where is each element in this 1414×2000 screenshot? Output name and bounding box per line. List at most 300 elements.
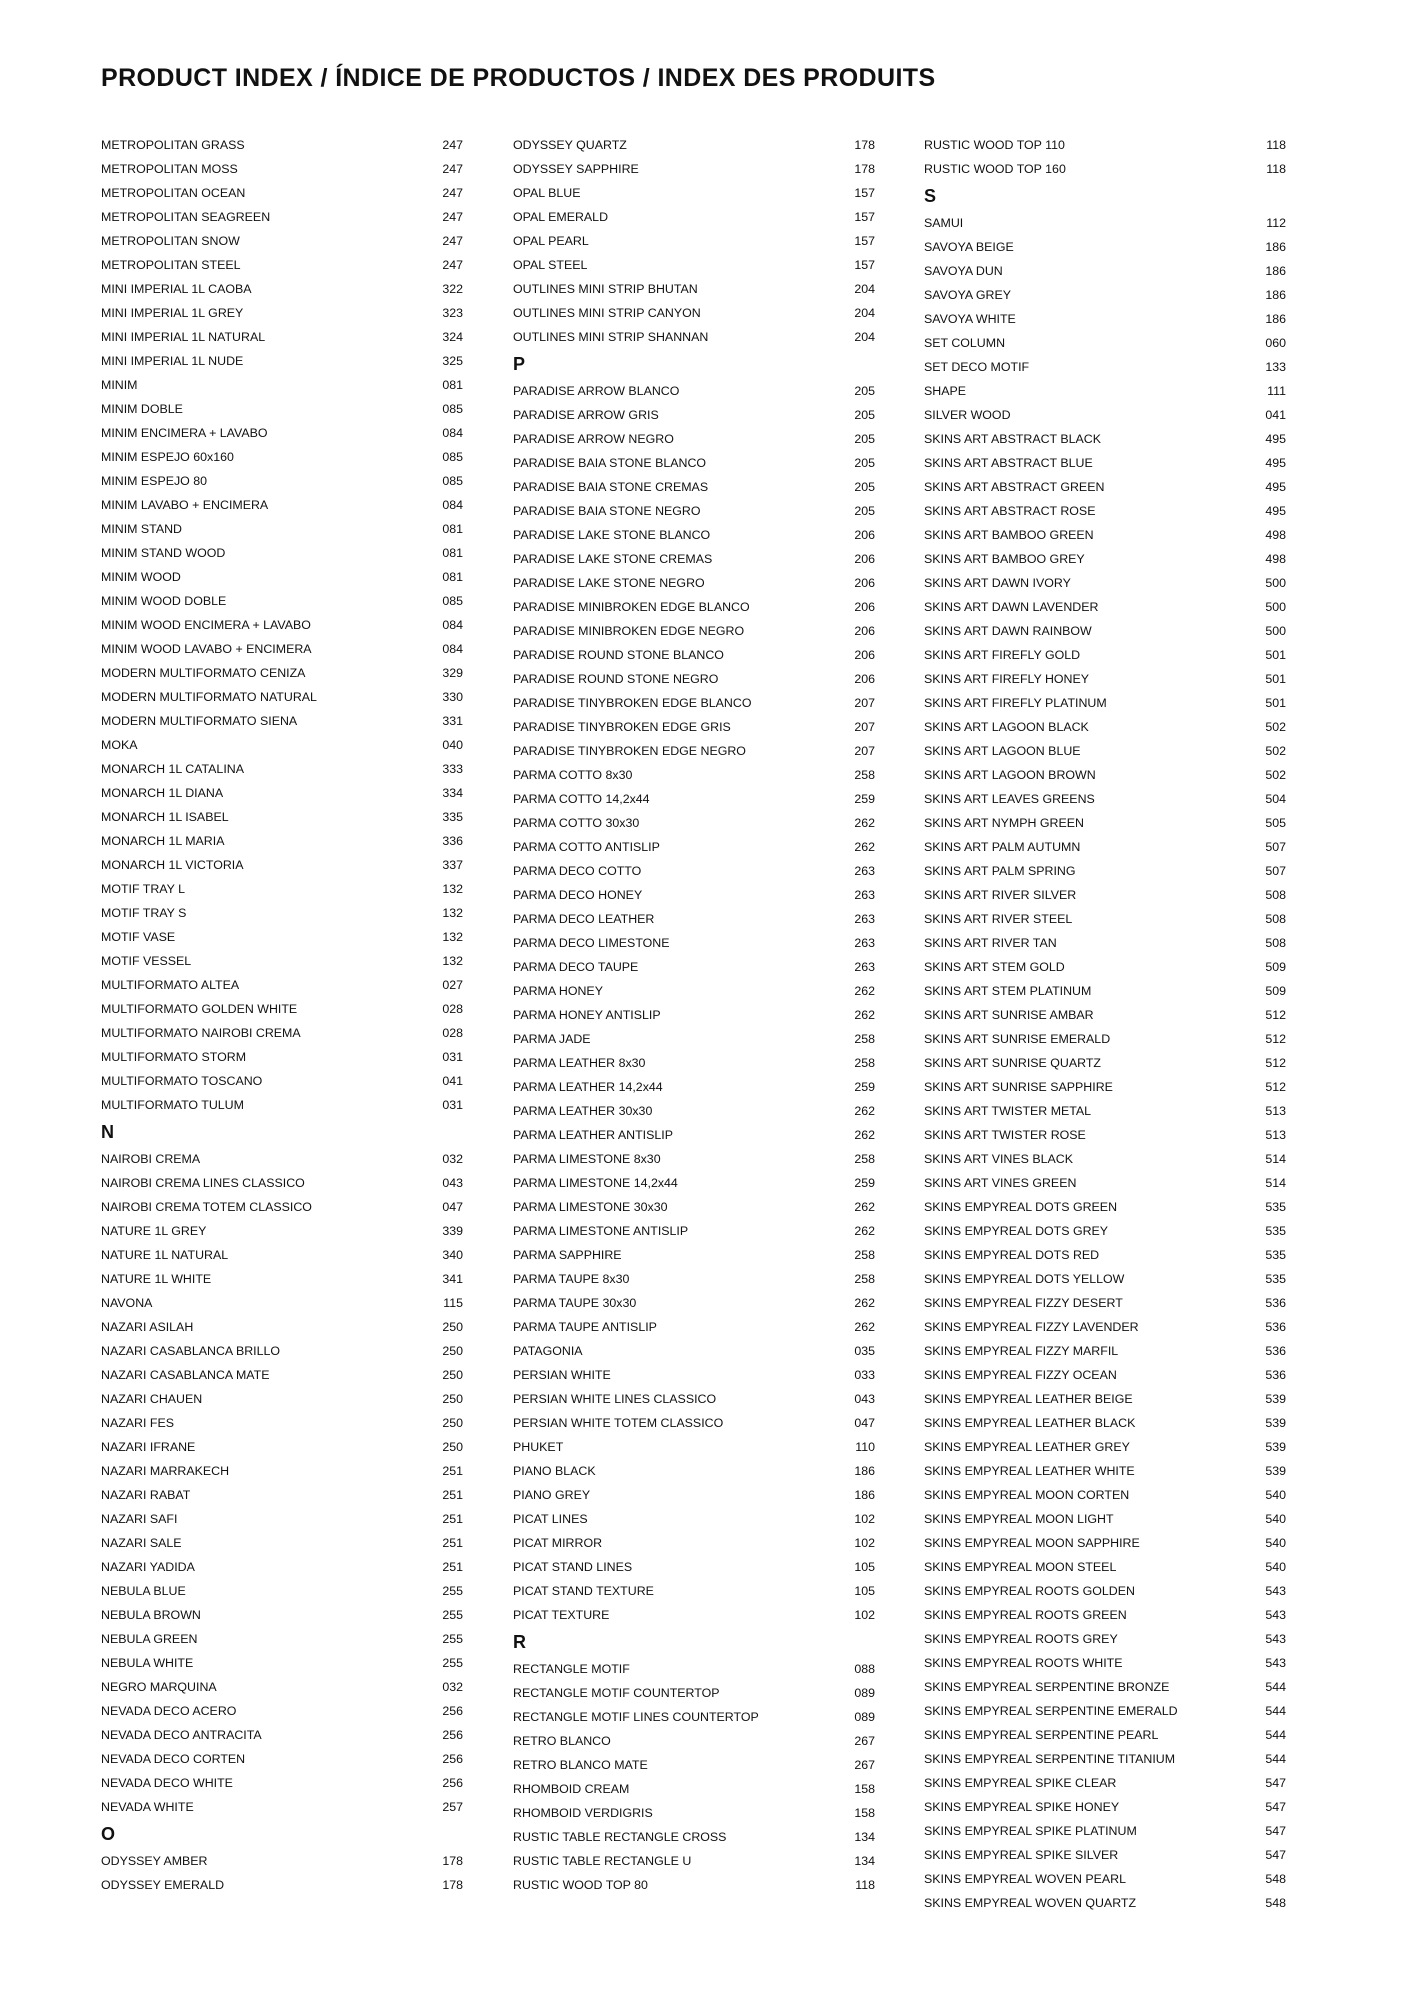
page-number: 027 xyxy=(442,978,463,992)
page-number: 262 xyxy=(854,984,875,998)
index-entry xyxy=(924,211,1286,235)
page-number: 536 xyxy=(1265,1368,1286,1382)
index-entry xyxy=(924,1579,1286,1603)
product-name: NATURE 1L WHITE xyxy=(101,1272,212,1286)
page-number: 341 xyxy=(442,1272,463,1286)
page-number: 340 xyxy=(442,1248,463,1262)
index-entry xyxy=(924,1363,1286,1387)
product-name: PARMA LIMESTONE 14,2x44 xyxy=(513,1176,678,1190)
product-name: RECTANGLE MOTIF LINES COUNTERTOP xyxy=(513,1710,759,1724)
index-entry xyxy=(101,1411,463,1435)
index-entry xyxy=(924,619,1286,643)
page-number: 535 xyxy=(1265,1248,1286,1262)
index-entry xyxy=(101,1747,463,1771)
index-entry xyxy=(513,1579,875,1603)
index-entry xyxy=(924,1435,1286,1459)
page-number: 339 xyxy=(442,1224,463,1238)
index-entry xyxy=(101,829,463,853)
product-name: PARMA LIMESTONE ANTISLIP xyxy=(513,1224,689,1238)
index-entry xyxy=(101,1021,463,1045)
index-entry xyxy=(513,1243,875,1267)
product-name: SKINS EMPYREAL ROOTS WHITE xyxy=(924,1656,1123,1670)
index-entry xyxy=(101,1675,463,1699)
product-name: PICAT STAND LINES xyxy=(513,1560,633,1574)
index-entry xyxy=(513,811,875,835)
page-number: 110 xyxy=(855,1440,875,1454)
index-entry xyxy=(924,1027,1286,1051)
page-number: 157 xyxy=(854,234,875,248)
index-entry xyxy=(101,1651,463,1675)
product-name: MINIM STAND xyxy=(101,522,182,536)
page-number: 500 xyxy=(1265,600,1286,614)
index-entry xyxy=(924,1867,1286,1891)
product-name: PARMA HONEY ANTISLIP xyxy=(513,1008,661,1022)
index-entry xyxy=(924,1627,1286,1651)
page-number: 205 xyxy=(854,456,875,470)
index-entry xyxy=(101,1771,463,1795)
index-entry xyxy=(513,277,875,301)
index-entry xyxy=(924,259,1286,283)
index-entry xyxy=(924,787,1286,811)
page-number: 504 xyxy=(1265,792,1286,806)
page-number: 495 xyxy=(1265,480,1286,494)
index-entry xyxy=(101,709,463,733)
page-number: 204 xyxy=(854,282,875,296)
page-number: 501 xyxy=(1265,696,1286,710)
page-number: 262 xyxy=(854,1200,875,1214)
page-number: 178 xyxy=(854,162,875,176)
product-name: SKINS ART TWISTER METAL xyxy=(924,1104,1092,1118)
index-entry xyxy=(101,1339,463,1363)
product-name: PARMA DECO HONEY xyxy=(513,888,643,902)
product-name: MODERN MULTIFORMATO CENIZA xyxy=(101,666,306,680)
page-number: 501 xyxy=(1265,672,1286,686)
page-number: 205 xyxy=(854,480,875,494)
product-name: MOTIF TRAY L xyxy=(101,882,185,896)
product-name: PARADISE TINYBROKEN EDGE BLANCO xyxy=(513,696,752,710)
product-name: PARMA LEATHER 30x30 xyxy=(513,1104,653,1118)
page-number: 263 xyxy=(854,888,875,902)
product-name: METROPOLITAN OCEAN xyxy=(101,186,246,200)
index-entry xyxy=(924,1531,1286,1555)
page-number: 267 xyxy=(854,1734,875,1748)
product-name: PARMA DECO TAUPE xyxy=(513,960,639,974)
page-number: 258 xyxy=(854,768,875,782)
page-number: 544 xyxy=(1265,1752,1286,1766)
page-number: 263 xyxy=(854,936,875,950)
page-number: 514 xyxy=(1265,1152,1286,1166)
index-entry xyxy=(101,1507,463,1531)
product-name: MINI IMPERIAL 1L NATURAL xyxy=(101,330,266,344)
index-entry xyxy=(924,1291,1286,1315)
page-number: 081 xyxy=(442,570,463,584)
page-number: 102 xyxy=(854,1512,875,1526)
page-number: 513 xyxy=(1265,1128,1286,1142)
page-number: 259 xyxy=(854,792,875,806)
index-entry xyxy=(513,763,875,787)
index-entry xyxy=(513,1099,875,1123)
index-entry xyxy=(101,253,463,277)
product-name: MULTIFORMATO STORM xyxy=(101,1050,247,1064)
product-name: SKINS EMPYREAL MOON SAPPHIRE xyxy=(924,1536,1140,1550)
page-number: 085 xyxy=(442,450,463,464)
page-number: 031 xyxy=(442,1098,463,1112)
product-name: NEVADA WHITE xyxy=(101,1800,194,1814)
product-name: MOTIF VESSEL xyxy=(101,954,192,968)
product-name: NAZARI SAFI xyxy=(101,1512,178,1526)
product-name: RUSTIC WOOD TOP 160 xyxy=(924,162,1066,176)
page-number: 132 xyxy=(442,954,463,968)
index-entry xyxy=(101,565,463,589)
index-entry xyxy=(513,1195,875,1219)
index-entry xyxy=(513,1387,875,1411)
product-name: OPAL EMERALD xyxy=(513,210,609,224)
page-number: 032 xyxy=(442,1152,463,1166)
index-entry xyxy=(513,1555,875,1579)
product-name: SET COLUMN xyxy=(924,336,1006,350)
page-number: 032 xyxy=(442,1680,463,1694)
product-name: NATURE 1L NATURAL xyxy=(101,1248,229,1262)
product-name: PARADISE TINYBROKEN EDGE NEGRO xyxy=(513,744,746,758)
page-number: 256 xyxy=(442,1728,463,1742)
product-name: PARADISE BAIA STONE BLANCO xyxy=(513,456,707,470)
index-entry xyxy=(924,133,1286,157)
product-name: MINIM STAND WOOD xyxy=(101,546,226,560)
page-number: 041 xyxy=(442,1074,463,1088)
page-number: 247 xyxy=(442,138,463,152)
product-name: SKINS ART TWISTER ROSE xyxy=(924,1128,1086,1142)
index-entry xyxy=(924,763,1286,787)
page-number: 204 xyxy=(854,306,875,320)
index-entry xyxy=(513,403,875,427)
page-number: 205 xyxy=(854,504,875,518)
index-entry xyxy=(101,1603,463,1627)
page-number: 262 xyxy=(854,1320,875,1334)
page-number: 084 xyxy=(442,426,463,440)
index-entry xyxy=(513,1363,875,1387)
index-entry xyxy=(101,925,463,949)
index-entry xyxy=(924,1675,1286,1699)
product-name: SKINS ART DAWN LAVENDER xyxy=(924,600,1099,614)
index-entry xyxy=(513,1339,875,1363)
product-name: SKINS EMPYREAL FIZZY DESERT xyxy=(924,1296,1123,1310)
index-entry xyxy=(101,325,463,349)
index-entry xyxy=(101,1147,463,1171)
product-name: ODYSSEY AMBER xyxy=(101,1854,208,1868)
index-entry xyxy=(513,1729,875,1753)
product-name: SKINS ART FIREFLY HONEY xyxy=(924,672,1090,686)
product-name: RUSTIC WOOD TOP 80 xyxy=(513,1878,648,1892)
index-entry xyxy=(101,421,463,445)
page-number: 084 xyxy=(442,618,463,632)
product-name: ODYSSEY QUARTZ xyxy=(513,138,627,152)
index-entry xyxy=(101,1459,463,1483)
index-entry xyxy=(513,229,875,253)
product-name: MOTIF TRAY S xyxy=(101,906,187,920)
product-name: NAVONA xyxy=(101,1296,153,1310)
product-name: RETRO BLANCO MATE xyxy=(513,1758,648,1772)
index-entry xyxy=(101,877,463,901)
page-number: 544 xyxy=(1265,1680,1286,1694)
product-name: ODYSSEY EMERALD xyxy=(101,1878,225,1892)
product-name: SKINS EMPYREAL SPIKE HONEY xyxy=(924,1800,1120,1814)
page-number: 256 xyxy=(442,1704,463,1718)
index-entry xyxy=(101,1555,463,1579)
product-name: MODERN MULTIFORMATO NATURAL xyxy=(101,690,317,704)
page-number: 539 xyxy=(1265,1416,1286,1430)
page-number: 251 xyxy=(442,1560,463,1574)
page-number: 547 xyxy=(1265,1824,1286,1838)
index-entry xyxy=(513,1603,875,1627)
page-number: 085 xyxy=(442,402,463,416)
product-name: NAIROBI CREMA xyxy=(101,1152,201,1166)
product-name: SKINS ART VINES GREEN xyxy=(924,1176,1077,1190)
page-number: 257 xyxy=(442,1800,463,1814)
product-name: RUSTIC TABLE RECTANGLE U xyxy=(513,1854,692,1868)
index-entry xyxy=(101,973,463,997)
page-number: 132 xyxy=(442,882,463,896)
index-entry xyxy=(924,1171,1286,1195)
product-name: NEVADA DECO WHITE xyxy=(101,1776,233,1790)
index-entry xyxy=(101,997,463,1021)
product-name: NEVADA DECO ANTRACITA xyxy=(101,1728,262,1742)
product-name: NAIROBI CREMA LINES CLASSICO xyxy=(101,1176,305,1190)
index-entry xyxy=(513,1267,875,1291)
page-number: 262 xyxy=(854,1128,875,1142)
index-entry xyxy=(101,541,463,565)
index-entry xyxy=(924,1651,1286,1675)
index-entry xyxy=(924,859,1286,883)
index-entry xyxy=(513,787,875,811)
product-name: NAZARI IFRANE xyxy=(101,1440,196,1454)
product-name: PARMA DECO COTTO xyxy=(513,864,642,878)
page-number: 539 xyxy=(1265,1392,1286,1406)
index-entry xyxy=(924,595,1286,619)
section-letter: R xyxy=(513,1632,526,1652)
page-number: 047 xyxy=(854,1416,875,1430)
index-entry xyxy=(101,1195,463,1219)
index-entry xyxy=(924,571,1286,595)
product-name: NAZARI SALE xyxy=(101,1536,182,1550)
page-number: 157 xyxy=(854,210,875,224)
product-name: PARADISE ROUND STONE NEGRO xyxy=(513,672,719,686)
page-number: 186 xyxy=(1265,240,1286,254)
product-name: PARMA TAUPE 8x30 xyxy=(513,1272,630,1286)
product-name: PARMA DECO LEATHER xyxy=(513,912,655,926)
product-name: MONARCH 1L VICTORIA xyxy=(101,858,244,872)
product-name: SKINS ART LAGOON BROWN xyxy=(924,768,1096,782)
index-column-3 xyxy=(924,133,1286,1915)
index-entry xyxy=(101,1291,463,1315)
page-number: 081 xyxy=(442,378,463,392)
index-entry xyxy=(924,523,1286,547)
index-entry xyxy=(924,157,1286,181)
product-name: PICAT LINES xyxy=(513,1512,588,1526)
product-name: NEBULA BROWN xyxy=(101,1608,201,1622)
product-name: RETRO BLANCO xyxy=(513,1734,611,1748)
page-number: 112 xyxy=(1266,216,1286,230)
product-name: SKINS ART FIREFLY GOLD xyxy=(924,648,1081,662)
product-name: PARMA LEATHER 8x30 xyxy=(513,1056,646,1070)
page-number: 085 xyxy=(442,594,463,608)
index-entry xyxy=(101,445,463,469)
page-number: 513 xyxy=(1265,1104,1286,1118)
index-entry xyxy=(101,1219,463,1243)
page-number: 207 xyxy=(854,720,875,734)
product-name: RHOMBOID VERDIGRIS xyxy=(513,1806,653,1820)
page-number: 258 xyxy=(854,1248,875,1262)
index-entry xyxy=(513,643,875,667)
index-entry xyxy=(924,931,1286,955)
page-number: 256 xyxy=(442,1752,463,1766)
product-name: SKINS ART RIVER TAN xyxy=(924,936,1057,950)
product-name: MINI IMPERIAL 1L GREY xyxy=(101,306,244,320)
page-number: 206 xyxy=(854,528,875,542)
index-entry xyxy=(101,901,463,925)
product-name: SKINS ART ABSTRACT GREEN xyxy=(924,480,1105,494)
index-entry xyxy=(101,493,463,517)
page-number: 337 xyxy=(442,858,463,872)
page-number: 085 xyxy=(442,474,463,488)
product-name: SKINS EMPYREAL SPIKE CLEAR xyxy=(924,1776,1117,1790)
product-name: SKINS ART SUNRISE AMBAR xyxy=(924,1008,1094,1022)
product-name: SKINS EMPYREAL MOON CORTEN xyxy=(924,1488,1130,1502)
index-entry xyxy=(513,1051,875,1075)
product-name: OUTLINES MINI STRIP CANYON xyxy=(513,306,701,320)
page-number: 205 xyxy=(854,384,875,398)
page-number: 539 xyxy=(1265,1440,1286,1454)
page-number: 259 xyxy=(854,1176,875,1190)
index-entry xyxy=(924,379,1286,403)
product-name: SKINS EMPYREAL FIZZY LAVENDER xyxy=(924,1320,1139,1334)
page-number: 206 xyxy=(854,576,875,590)
product-name: MULTIFORMATO GOLDEN WHITE xyxy=(101,1002,298,1016)
index-entry xyxy=(513,1849,875,1873)
page-number: 186 xyxy=(1265,264,1286,278)
page-number: 206 xyxy=(854,600,875,614)
page-number: 250 xyxy=(442,1368,463,1382)
product-name: SKINS EMPYREAL WOVEN QUARTZ xyxy=(924,1896,1137,1910)
index-entry xyxy=(924,1339,1286,1363)
index-entry xyxy=(924,1147,1286,1171)
product-name: MINIM WOOD LAVABO + ENCIMERA xyxy=(101,642,312,656)
page-number: 508 xyxy=(1265,888,1286,902)
page-number: 540 xyxy=(1265,1488,1286,1502)
page-number: 262 xyxy=(854,840,875,854)
page-number: 536 xyxy=(1265,1296,1286,1310)
index-entry xyxy=(513,1753,875,1777)
product-name: SKINS EMPYREAL MOON LIGHT xyxy=(924,1512,1114,1526)
product-name: PARADISE LAKE STONE BLANCO xyxy=(513,528,711,542)
product-name: METROPOLITAN SEAGREEN xyxy=(101,210,271,224)
page-number: 329 xyxy=(442,666,463,680)
product-name: PARMA COTTO 14,2x44 xyxy=(513,792,650,806)
index-entry xyxy=(513,1459,875,1483)
page-number: 205 xyxy=(854,408,875,422)
page-number: 536 xyxy=(1265,1320,1286,1334)
index-entry xyxy=(924,1795,1286,1819)
index-entry xyxy=(513,1507,875,1531)
index-entry xyxy=(924,667,1286,691)
index-entry xyxy=(513,667,875,691)
product-name: PARMA HONEY xyxy=(513,984,603,998)
product-name: METROPOLITAN GRASS xyxy=(101,138,245,152)
index-entry xyxy=(513,181,875,205)
product-name: PARADISE BAIA STONE NEGRO xyxy=(513,504,701,518)
index-entry xyxy=(513,1531,875,1555)
page-number: 540 xyxy=(1265,1560,1286,1574)
product-name: NATURE 1L GREY xyxy=(101,1224,207,1238)
index-entry xyxy=(513,427,875,451)
index-entry xyxy=(924,1195,1286,1219)
index-entry xyxy=(924,835,1286,859)
index-entry xyxy=(513,1873,875,1897)
product-name: SKINS ART STEM GOLD xyxy=(924,960,1065,974)
index-entry xyxy=(924,451,1286,475)
page-number: 134 xyxy=(854,1854,875,1868)
page-number: 250 xyxy=(442,1344,463,1358)
index-entry xyxy=(101,1435,463,1459)
product-name: SKINS EMPYREAL DOTS RED xyxy=(924,1248,1100,1262)
page-number: 322 xyxy=(442,282,463,296)
page-number: 115 xyxy=(443,1296,463,1310)
index-entry xyxy=(513,907,875,931)
index-entry xyxy=(924,691,1286,715)
product-name: NEBULA GREEN xyxy=(101,1632,198,1646)
index-entry xyxy=(513,1027,875,1051)
index-entry xyxy=(101,637,463,661)
product-name: MINI IMPERIAL 1L CAOBA xyxy=(101,282,252,296)
index-entry xyxy=(924,907,1286,931)
page-number: 134 xyxy=(854,1830,875,1844)
product-name: SKINS EMPYREAL MOON STEEL xyxy=(924,1560,1117,1574)
product-name: MINIM LAVABO + ENCIMERA xyxy=(101,498,269,512)
page-number: 158 xyxy=(854,1806,875,1820)
page-number: 133 xyxy=(1265,360,1286,374)
page-number: 512 xyxy=(1265,1080,1286,1094)
page-number: 255 xyxy=(442,1632,463,1646)
page-number: 258 xyxy=(854,1032,875,1046)
product-name: OUTLINES MINI STRIP SHANNAN xyxy=(513,330,709,344)
product-name: SKINS ART ABSTRACT BLACK xyxy=(924,432,1101,446)
product-name: NAZARI RABAT xyxy=(101,1488,191,1502)
page-title: PRODUCT INDEX / ÍNDICE DE PRODUCTOS / INDEX DES PRODUITS xyxy=(101,64,936,92)
product-name: RHOMBOID CREAM xyxy=(513,1782,630,1796)
index-entry xyxy=(924,547,1286,571)
page-number: 535 xyxy=(1265,1272,1286,1286)
page-number: 324 xyxy=(442,330,463,344)
product-name: MINIM WOOD DOBLE xyxy=(101,594,227,608)
product-name: MINIM ENCIMERA + LAVABO xyxy=(101,426,268,440)
product-name: PARMA COTTO 8x30 xyxy=(513,768,633,782)
product-name: MINIM WOOD ENCIMERA + LAVABO xyxy=(101,618,311,632)
product-name: PATAGONIA xyxy=(513,1344,583,1358)
product-name: PARMA LIMESTONE 8x30 xyxy=(513,1152,661,1166)
page-number: 158 xyxy=(854,1782,875,1796)
product-name: PARMA DECO LIMESTONE xyxy=(513,936,670,950)
index-entry xyxy=(513,1147,875,1171)
product-name: PARMA SAPPHIRE xyxy=(513,1248,622,1262)
page-number: 033 xyxy=(854,1368,875,1382)
product-name: PERSIAN WHITE xyxy=(513,1368,611,1382)
index-entry xyxy=(513,1483,875,1507)
index-entry xyxy=(513,1801,875,1825)
page-number: 539 xyxy=(1265,1464,1286,1478)
product-name: NAZARI YADIDA xyxy=(101,1560,195,1574)
index-entry xyxy=(924,1843,1286,1867)
index-entry xyxy=(924,1315,1286,1339)
page-number: 205 xyxy=(854,432,875,446)
